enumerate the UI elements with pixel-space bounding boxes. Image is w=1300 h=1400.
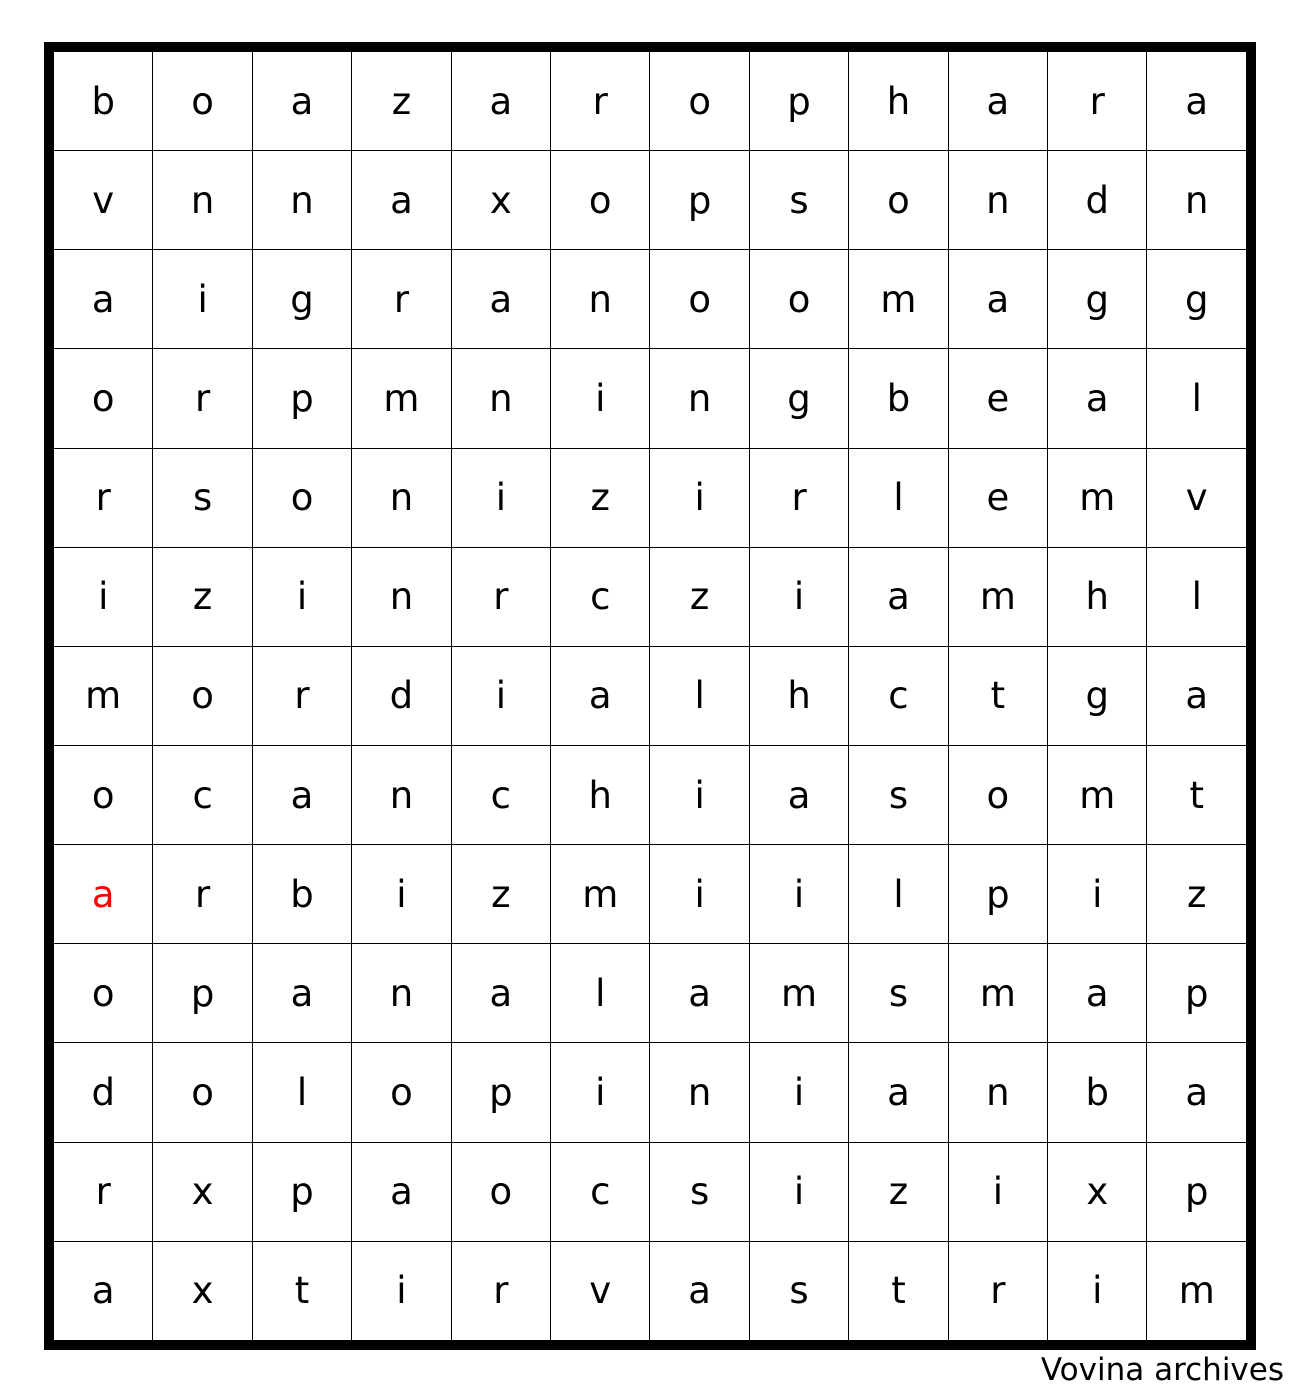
grid-cell[interactable]: o [153,1043,252,1142]
grid-cell[interactable]: o [749,250,848,349]
grid-cell[interactable]: r [948,1241,1047,1340]
grid-row [54,646,1247,745]
grid-cell[interactable]: z [352,52,451,151]
grid-cell[interactable]: m [1048,745,1147,844]
grid-cell[interactable]: h [749,646,848,745]
grid-cell[interactable]: a [54,250,153,349]
grid-cell[interactable]: b [849,349,948,448]
grid-cell[interactable]: r [451,547,550,646]
grid-cell[interactable]: n [650,1043,749,1142]
grid-row [54,52,1247,151]
grid-cell[interactable]: b [1048,1043,1147,1142]
grid-cell[interactable]: o [451,1142,550,1241]
grid-cell[interactable]: b [252,845,351,944]
grid-cell[interactable]: a [650,944,749,1043]
grid-cell[interactable]: o [54,944,153,1043]
grid-row [54,745,1247,844]
grid-cell[interactable]: z [650,547,749,646]
grid-cell[interactable]: o [650,250,749,349]
grid-cell[interactable]: n [352,944,451,1043]
grid-cell[interactable]: i [252,547,351,646]
grid-cell[interactable]: d [352,646,451,745]
grid-cell[interactable]: n [1147,151,1247,250]
grid-cell[interactable]: r [352,250,451,349]
grid-cell[interactable]: i [749,1043,848,1142]
grid-cell[interactable]: s [650,1142,749,1241]
grid-cell[interactable]: a [650,1241,749,1340]
grid-cell[interactable]: g [749,349,848,448]
grid-cell[interactable]: p [252,1142,351,1241]
grid-cell[interactable]: i [948,1142,1047,1241]
grid-cell[interactable]: n [153,151,252,250]
grid-cell[interactable]: a [352,151,451,250]
grid-cell[interactable]: m [1147,1241,1247,1340]
grid-row [54,1043,1247,1142]
grid-cell[interactable]: s [849,745,948,844]
grid-cell[interactable]: t [849,1241,948,1340]
grid-cell[interactable]: r [54,448,153,547]
grid-cell[interactable]: r [153,845,252,944]
grid-cell[interactable]: s [749,151,848,250]
grid-cell[interactable]: r [451,1241,550,1340]
grid-cell[interactable]: e [948,448,1047,547]
grid-cell[interactable]: a [252,52,351,151]
grid-cell[interactable]: l [1147,349,1247,448]
word-search-table [53,51,1247,1341]
grid-row [54,448,1247,547]
grid-cell[interactable]: i [650,745,749,844]
grid-cell[interactable]: a [1147,646,1247,745]
grid-cell[interactable]: n [948,1043,1047,1142]
grid-cell[interactable]: l [1147,547,1247,646]
grid-cell[interactable]: i [54,547,153,646]
grid-cell[interactable]: o [352,1043,451,1142]
grid-cell[interactable]: e [948,349,1047,448]
grid-cell[interactable]: p [1147,1142,1247,1241]
grid-cell[interactable]: n [650,349,749,448]
grid-cell[interactable]: p [1147,944,1247,1043]
word-search-grid-frame [44,42,1256,1350]
grid-cell[interactable]: x [1048,1142,1147,1241]
grid-cell[interactable]: m [1048,448,1147,547]
grid-cell[interactable]: i [749,1142,848,1241]
grid-cell[interactable]: c [551,1142,650,1241]
grid-cell[interactable]: m [352,349,451,448]
grid-cell[interactable]: i [650,448,749,547]
grid-cell[interactable]: o [551,151,650,250]
grid-cell[interactable]: g [1048,646,1147,745]
grid-cell[interactable]: d [54,1043,153,1142]
grid-cell[interactable]: a [1048,944,1147,1043]
grid-cell[interactable]: i [352,1241,451,1340]
grid-cell[interactable]: i [551,1043,650,1142]
grid-cell[interactable]: t [1147,745,1247,844]
grid-cell[interactable]: c [451,745,550,844]
grid-row [54,349,1247,448]
grid-cell[interactable]: c [849,646,948,745]
grid-cell[interactable]: c [551,547,650,646]
grid-cell[interactable]: m [551,845,650,944]
grid-cell[interactable]: n [252,151,351,250]
grid-cell[interactable]: g [252,250,351,349]
grid-cell[interactable]: g [1048,250,1147,349]
grid-cell[interactable]: a [1048,349,1147,448]
grid-cell[interactable]: i [551,349,650,448]
grid-cell[interactable]: g [1147,250,1247,349]
grid-cell[interactable]: d [1048,151,1147,250]
grid-cell[interactable]: m [948,944,1047,1043]
grid-cell[interactable]: n [352,547,451,646]
grid-cell[interactable]: r [749,448,848,547]
grid-cell[interactable]: m [749,944,848,1043]
grid-cell[interactable]: l [849,448,948,547]
grid-cell[interactable]: p [252,349,351,448]
grid-row [54,1142,1247,1241]
grid-cell[interactable]: h [551,745,650,844]
grid-row [54,944,1247,1043]
grid-cell[interactable]: r [153,349,252,448]
grid-row [54,151,1247,250]
grid-cell[interactable]: r [1048,52,1147,151]
grid-cell[interactable]: t [948,646,1047,745]
grid-cell[interactable]: a [849,547,948,646]
grid-cell[interactable]: a [54,1241,153,1340]
grid-cell[interactable]: v [54,151,153,250]
grid-cell[interactable]: z [551,448,650,547]
grid-cell[interactable]: x [153,1142,252,1241]
grid-cell[interactable]: r [252,646,351,745]
grid-cell[interactable]: o [54,745,153,844]
grid-cell[interactable]: h [849,52,948,151]
grid-cell[interactable]: a [749,745,848,844]
grid-cell[interactable]: n [451,349,550,448]
grid-cell[interactable]: c [153,745,252,844]
grid-cell[interactable]: a [352,1142,451,1241]
grid-cell[interactable]: s [153,448,252,547]
grid-cell[interactable]: i [352,845,451,944]
grid-cell[interactable]: i [1048,1241,1147,1340]
grid-cell[interactable]: n [352,448,451,547]
grid-cell[interactable]: a [252,944,351,1043]
grid-cell[interactable]: o [650,52,749,151]
word-search-body [54,52,1247,1341]
grid-cell[interactable]: r [54,1142,153,1241]
grid-cell[interactable]: a [551,646,650,745]
grid-cell[interactable]: a [849,1043,948,1142]
grid-cell[interactable]: v [551,1241,650,1340]
grid-cell[interactable]: n [948,151,1047,250]
grid-cell[interactable]: l [551,944,650,1043]
grid-cell[interactable]: i [749,547,848,646]
grid-cell[interactable]: p [451,1043,550,1142]
grid-cell[interactable]: x [451,151,550,250]
grid-cell[interactable]: p [749,52,848,151]
grid-cell[interactable]: i [749,845,848,944]
grid-cell[interactable]: a [1147,1043,1247,1142]
grid-cell[interactable]: z [1147,845,1247,944]
grid-cell[interactable]: z [451,845,550,944]
grid-cell[interactable]: s [749,1241,848,1340]
grid-cell[interactable]: l [650,646,749,745]
grid-cell[interactable]: m [948,547,1047,646]
grid-cell[interactable]: p [948,845,1047,944]
grid-cell[interactable]: x [153,1241,252,1340]
grid-row [54,845,1247,944]
grid-cell[interactable]: m [54,646,153,745]
grid-cell[interactable]: o [948,745,1047,844]
grid-cell[interactable]: n [352,745,451,844]
grid-cell[interactable]: r [551,52,650,151]
grid-cell[interactable]: p [153,944,252,1043]
grid-row [54,1241,1247,1340]
grid-cell[interactable]: i [1048,845,1147,944]
grid-cell[interactable]: a [1147,52,1247,151]
grid-cell[interactable]: i [650,845,749,944]
grid-cell[interactable]: p [650,151,749,250]
grid-cell[interactable]: m [849,250,948,349]
grid-cell[interactable]: z [849,1142,948,1241]
grid-cell[interactable]: a [948,52,1047,151]
grid-cell[interactable]: o [252,448,351,547]
grid-cell[interactable]: a [451,250,550,349]
grid-cell[interactable]: h [1048,547,1147,646]
grid-cell[interactable]: t [252,1241,351,1340]
caption-label: Vovina archives [1040,1352,1284,1388]
grid-cell[interactable]: o [849,151,948,250]
grid-cell[interactable]: s [849,944,948,1043]
grid-cell[interactable]: a [451,52,550,151]
grid-cell[interactable]: a [252,745,351,844]
grid-row [54,250,1247,349]
grid-cell[interactable]: o [153,646,252,745]
grid-cell[interactable]: v [1147,448,1247,547]
grid-row [54,547,1247,646]
grid-cell[interactable]: i [153,250,252,349]
grid-cell[interactable]: b [54,52,153,151]
grid-cell[interactable]: i [451,448,550,547]
grid-cell[interactable]: l [849,845,948,944]
grid-cell[interactable]: l [252,1043,351,1142]
grid-cell[interactable]: a [948,250,1047,349]
grid-cell[interactable]: a [451,944,550,1043]
grid-cell[interactable]: i [451,646,550,745]
grid-cell[interactable]: a [54,845,153,944]
grid-cell[interactable]: o [54,349,153,448]
grid-cell[interactable]: n [551,250,650,349]
grid-cell[interactable]: z [153,547,252,646]
grid-cell[interactable]: o [153,52,252,151]
